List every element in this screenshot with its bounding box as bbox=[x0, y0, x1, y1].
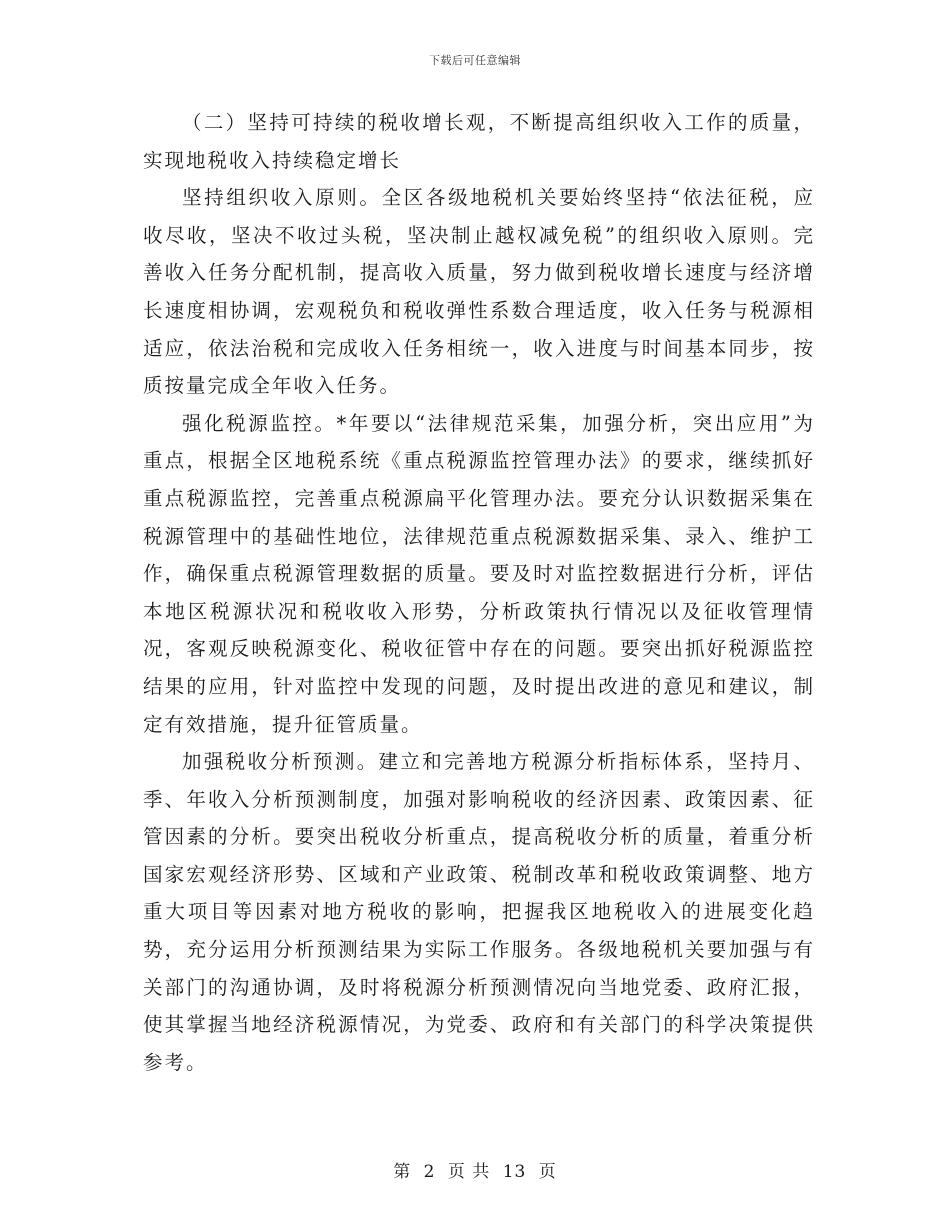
page-number: 2 bbox=[423, 1162, 436, 1182]
body-paragraph: 强化税源监控。*年要以“法律规范采集，加强分析，突出应用”为重点，根据全区地税系统《重点税源监控管理办法》的要求，继续抓好重点税源监控，完善重点税源扁平化管理办法。要充分认识数据采集在税源管理中的基础性地位，法律规范重点税源数据采集、录入、维护工作，确保重点税源管理数据的质量。要及时对监控数据进行分析，评估本地区税源状况和税收收入形势，分析政策执行情况以及征收管理情况，客观反映税源变化、税收征管中存在的问题。要突出抓好税源监控结果的应用，针对监控中发现的问题，及时提出改进的意见和建议，制定有效措施，提升征管质量。 bbox=[143, 411, 815, 736]
body-paragraph: 坚持组织收入原则。全区各级地税机关要始终坚持“依法征税，应收尽收，坚决不收过头税，坚决制止越权减免税”的组织收入原则。完善收入任务分配机制，提高收入质量，努力做到税收增长速度与经济增长速度相协调，宏观税负和税收弹性系数合理适度，收入任务与税源相适应，依法治税和完成收入任务相统一，收入进度与时间基本同步，按质按量完成全年收入任务。 bbox=[143, 186, 815, 398]
page-header-note: 下载后可任意编辑 bbox=[429, 54, 521, 67]
page-middle: 页 共 bbox=[447, 1162, 491, 1182]
page-suffix: 页 bbox=[538, 1162, 557, 1182]
document-body bbox=[143, 104, 815, 1081]
page-total: 13 bbox=[502, 1162, 527, 1182]
page-footer bbox=[0, 1157, 950, 1182]
section-heading-paragraph: （二）坚持可持续的税收增长观，不断提高组织收入工作的质量，实现地税收入持续稳定增长 bbox=[143, 111, 815, 172]
page-prefix: 第 bbox=[393, 1162, 412, 1182]
body-paragraph: 加强税收分析预测。建立和完善地方税源分析指标体系，坚持月、季、年收入分析预测制度，加强对影响税收的经济因素、政策因素、征管因素的分析。要突出税收分析重点，提高税收分析的质量，着重分析国家宏观经济形势、区域和产业政策、税制改革和税收政策调整、地方重大项目等因素对地方税收的影响，把握我区地税收入的进展变化趋势，充分运用分析预测结果为实际工作服务。各级地税机关要加强与有关部门的沟通协调，及时将税源分析预测情况向当地党委、政府汇报，使其掌握当地经济税源情况，为党委、政府和有关部门的科学决策提供参考。 bbox=[143, 750, 815, 1074]
